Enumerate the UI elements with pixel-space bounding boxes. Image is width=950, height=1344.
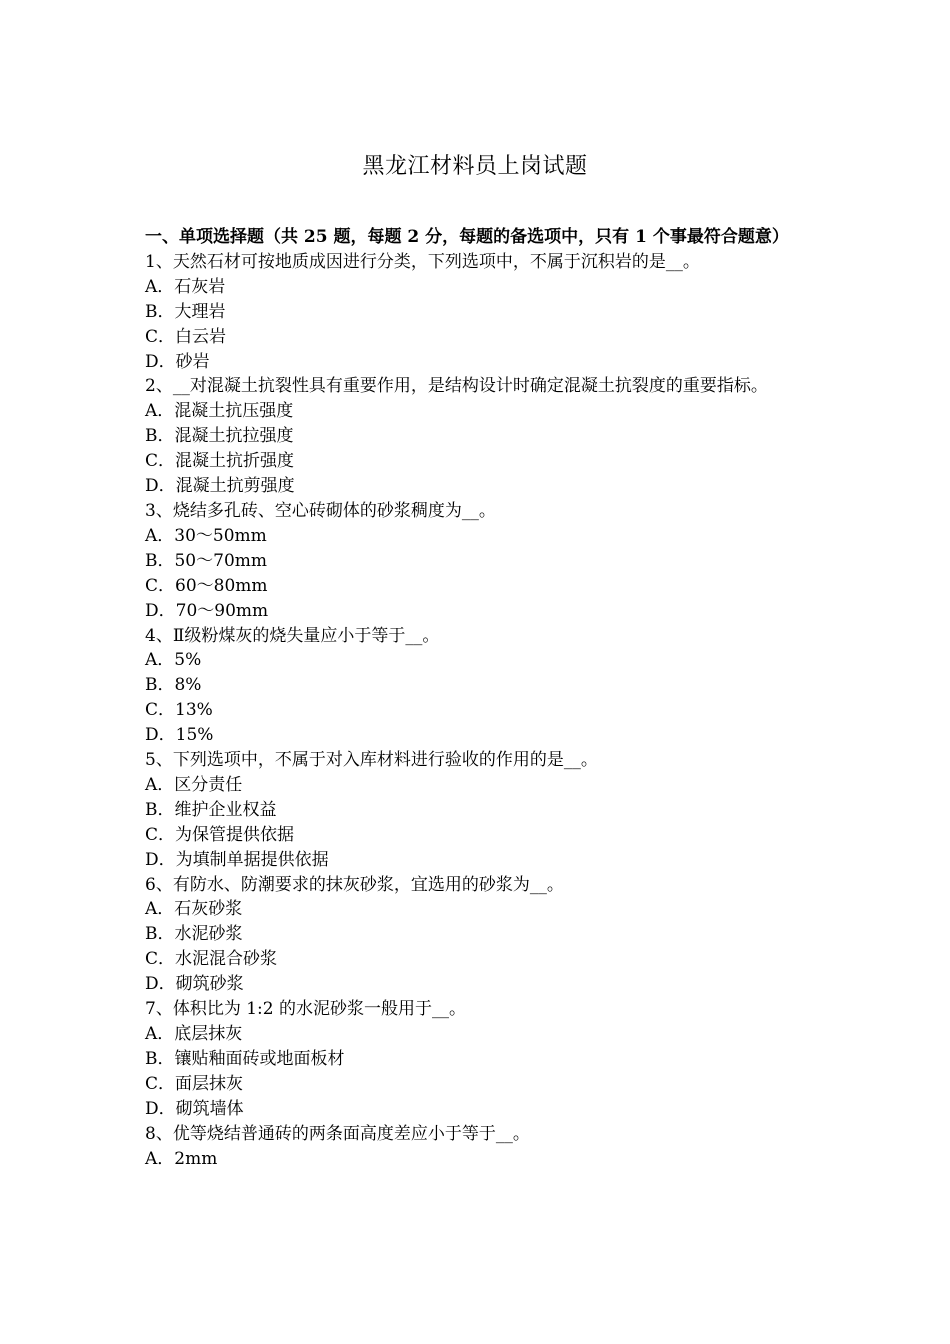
question-6 <box>145 873 813 998</box>
option-b: B．50～70mm <box>145 550 267 571</box>
question-3 <box>145 499 813 624</box>
option-c: C．白云岩 <box>145 326 227 347</box>
question-text: 2、__对混凝土抗裂性具有重要作用，是结构设计时确定混凝土抗裂度的重要指标。 <box>145 376 768 397</box>
option-d: D．为填制单据提供依据 <box>145 849 329 870</box>
question-1 <box>145 250 813 375</box>
option-d: D．砌筑砂浆 <box>145 974 244 995</box>
option-a: A．石灰砂浆 <box>145 899 243 920</box>
option-c: C．60～80mm <box>145 575 268 596</box>
question-text: 7、体积比为 1:2 的水泥砂浆一般用于__。 <box>145 999 466 1020</box>
option-c: C．13% <box>145 700 213 721</box>
question-text: 1、天然石材可按地质成因进行分类，下列选项中，不属于沉积岩的是__。 <box>145 251 700 272</box>
question-text: 6、有防水、防潮要求的抹灰砂浆，宜选用的砂浆为__。 <box>145 874 564 895</box>
option-a: A．5% <box>145 650 202 671</box>
option-d: D．15% <box>145 725 214 746</box>
question-8 <box>145 1122 813 1172</box>
option-c: C．水泥混合砂浆 <box>145 949 278 970</box>
option-c: C．面层抹灰 <box>145 1073 244 1094</box>
question-text: 8、优等烧结普通砖的两条面高度差应小于等于__。 <box>145 1123 530 1144</box>
option-d: D．砂岩 <box>145 351 210 372</box>
question-5 <box>145 748 813 873</box>
option-a: A．2mm <box>145 1148 218 1169</box>
option-c: C．为保管提供依据 <box>145 824 295 845</box>
option-a: A．石灰岩 <box>145 276 226 297</box>
question-2 <box>145 374 813 499</box>
option-b: B．维护企业权益 <box>145 799 277 820</box>
option-b: B．镶贴釉面砖或地面板材 <box>145 1048 345 1069</box>
option-a: A．区分责任 <box>145 774 243 795</box>
document-body <box>145 225 813 1171</box>
option-a: A．混凝土抗压强度 <box>145 401 294 422</box>
option-d: D．70～90mm <box>145 600 269 621</box>
question-text: 5、下列选项中，不属于对入库材料进行验收的作用的是__。 <box>145 750 598 771</box>
option-b: B．大理岩 <box>145 301 226 322</box>
document-title: 黑龙江材料员上岗试题 <box>362 154 588 179</box>
question-text: 4、Ⅱ级粉煤灰的烧失量应小于等于__。 <box>145 625 440 646</box>
option-c: C．混凝土抗折强度 <box>145 451 295 472</box>
option-d: D．混凝土抗剪强度 <box>145 476 295 497</box>
option-b: B．水泥砂浆 <box>145 924 243 945</box>
option-a: A．底层抹灰 <box>145 1024 243 1044</box>
option-a: A．30～50mm <box>145 525 267 546</box>
section-header: 一、单项选择题（共 25 题，每题 2 分，每题的备选项中，只有 1 个事最符合题意） <box>145 227 789 247</box>
option-b: B．8% <box>145 675 202 696</box>
question-4 <box>145 624 813 749</box>
option-b: B．混凝土抗拉强度 <box>145 426 294 447</box>
option-d: D．砌筑墙体 <box>145 1098 244 1119</box>
question-text: 3、烧结多孔砖、空心砖砌体的砂浆稠度为__。 <box>145 500 496 521</box>
question-7 <box>145 997 813 1122</box>
